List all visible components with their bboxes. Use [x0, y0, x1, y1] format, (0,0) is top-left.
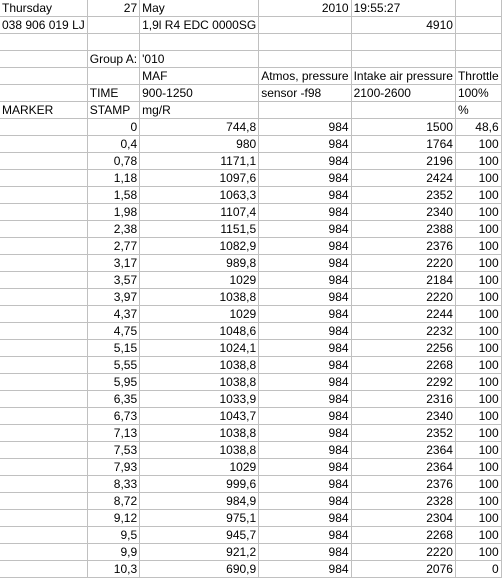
header-row	[0, 102, 501, 119]
cell[interactable]: 1029	[140, 459, 259, 476]
cell[interactable]: 984	[259, 221, 351, 238]
cell[interactable]: 1048,6	[140, 323, 259, 340]
header-row	[0, 85, 501, 102]
cell[interactable]	[0, 51, 87, 68]
data-row	[0, 306, 501, 323]
header-row	[0, 0, 501, 17]
data-row	[0, 442, 501, 459]
cell[interactable]: 0,4	[87, 136, 139, 153]
cell[interactable]	[0, 493, 87, 510]
cell[interactable]	[455, 17, 501, 34]
cell[interactable]: 1038,8	[140, 442, 259, 459]
data-row	[0, 476, 501, 493]
cell[interactable]: Thursday	[0, 0, 87, 17]
data-row	[0, 493, 501, 510]
cell[interactable]: MAF	[140, 68, 259, 85]
cell[interactable]	[140, 34, 259, 51]
cell[interactable]: 100	[455, 136, 501, 153]
cell[interactable]: 100	[455, 493, 501, 510]
cell[interactable]: 1043,7	[140, 408, 259, 425]
cell[interactable]: 3,17	[87, 255, 139, 272]
cell[interactable]: Atmos, pressure	[259, 68, 351, 85]
cell[interactable]: 2268	[351, 357, 455, 374]
cell[interactable]	[0, 221, 87, 238]
cell[interactable]	[0, 187, 87, 204]
cell[interactable]: 038 906 019 LJ	[0, 17, 87, 34]
cell[interactable]	[455, 0, 501, 17]
data-row	[0, 289, 501, 306]
cell[interactable]: 2292	[351, 374, 455, 391]
cell[interactable]: 100	[455, 374, 501, 391]
cell[interactable]: 4,37	[87, 306, 139, 323]
cell[interactable]: 100	[455, 527, 501, 544]
cell[interactable]	[455, 51, 501, 68]
cell[interactable]	[0, 459, 87, 476]
cell[interactable]: 984	[259, 119, 351, 136]
cell[interactable]: 1038,8	[140, 357, 259, 374]
cell[interactable]: 984	[259, 204, 351, 221]
cell[interactable]: 100	[455, 255, 501, 272]
cell[interactable]: 1033,9	[140, 391, 259, 408]
cell[interactable]: 100	[455, 153, 501, 170]
cell[interactable]: 100	[455, 442, 501, 459]
cell[interactable]: 984	[259, 561, 351, 578]
cell[interactable]	[0, 510, 87, 527]
cell[interactable]: 2328	[351, 493, 455, 510]
cell[interactable]	[0, 527, 87, 544]
cell[interactable]: 100	[455, 204, 501, 221]
cell[interactable]: 984	[259, 357, 351, 374]
cell[interactable]: 100	[455, 306, 501, 323]
cell[interactable]: 2220	[351, 544, 455, 561]
cell[interactable]	[0, 85, 87, 102]
cell[interactable]: 2,77	[87, 238, 139, 255]
cell[interactable]: 100	[455, 391, 501, 408]
cell[interactable]: 27	[87, 0, 139, 17]
cell[interactable]	[0, 272, 87, 289]
cell[interactable]: 2352	[351, 187, 455, 204]
cell[interactable]: 984	[259, 408, 351, 425]
cell[interactable]: 100%	[455, 85, 501, 102]
cell[interactable]: 2364	[351, 442, 455, 459]
cell[interactable]: 1097,6	[140, 170, 259, 187]
cell[interactable]: 989,8	[140, 255, 259, 272]
cell[interactable]	[351, 34, 455, 51]
data-row	[0, 544, 501, 561]
cell[interactable]	[0, 289, 87, 306]
cell[interactable]: 2256	[351, 340, 455, 357]
cell[interactable]: 0	[455, 561, 501, 578]
cell[interactable]: 900-1250	[140, 85, 259, 102]
cell[interactable]	[0, 204, 87, 221]
data-row	[0, 527, 501, 544]
cell[interactable]: 2388	[351, 221, 455, 238]
cell[interactable]: 984	[259, 238, 351, 255]
cell[interactable]: 2424	[351, 170, 455, 187]
cell[interactable]: 999,6	[140, 476, 259, 493]
cell[interactable]: TIME	[87, 85, 139, 102]
data-row	[0, 204, 501, 221]
header-row	[0, 34, 501, 51]
cell[interactable]: 984	[259, 323, 351, 340]
cell[interactable]: 2184	[351, 272, 455, 289]
cell[interactable]: 2340	[351, 408, 455, 425]
data-row	[0, 153, 501, 170]
cell[interactable]	[0, 68, 87, 85]
cell[interactable]: 100	[455, 272, 501, 289]
cell[interactable]: 7,13	[87, 425, 139, 442]
cell[interactable]: 1,98	[87, 204, 139, 221]
data-row	[0, 391, 501, 408]
cell[interactable]: 984	[259, 340, 351, 357]
cell[interactable]	[259, 51, 351, 68]
cell[interactable]: 100	[455, 510, 501, 527]
cell[interactable]: '010	[140, 51, 259, 68]
cell[interactable]: 2376	[351, 238, 455, 255]
cell[interactable]: 7,93	[87, 459, 139, 476]
data-row	[0, 408, 501, 425]
cell[interactable]: 2244	[351, 306, 455, 323]
cell[interactable]: 5,15	[87, 340, 139, 357]
cell[interactable]: 1500	[351, 119, 455, 136]
cell[interactable]	[87, 34, 139, 51]
cell[interactable]	[0, 153, 87, 170]
cell[interactable]: Group A:	[87, 51, 139, 68]
cell[interactable]: 2304	[351, 510, 455, 527]
cell[interactable]: 1038,8	[140, 374, 259, 391]
cell[interactable]: MARKER	[0, 102, 87, 119]
cell[interactable]: Throttle	[455, 68, 501, 85]
cell[interactable]: 100	[455, 408, 501, 425]
cell[interactable]: 100	[455, 425, 501, 442]
cell[interactable]: 6,73	[87, 408, 139, 425]
cell[interactable]: 2340	[351, 204, 455, 221]
cell[interactable]	[0, 136, 87, 153]
cell[interactable]: %	[455, 102, 501, 119]
cell[interactable]: 4910	[351, 17, 455, 34]
cell[interactable]: 984	[259, 153, 351, 170]
cell[interactable]: 984	[259, 442, 351, 459]
cell[interactable]: 744,8	[140, 119, 259, 136]
data-row	[0, 425, 501, 442]
data-row	[0, 170, 501, 187]
cell[interactable]: 5,95	[87, 374, 139, 391]
cell[interactable]: 2010	[259, 0, 351, 17]
cell[interactable]: 100	[455, 238, 501, 255]
cell[interactable]: 100	[455, 221, 501, 238]
cell[interactable]: 1151,5	[140, 221, 259, 238]
cell[interactable]: 2100-2600	[351, 85, 455, 102]
cell[interactable]: 975,1	[140, 510, 259, 527]
cell[interactable]: 2364	[351, 459, 455, 476]
data-row	[0, 374, 501, 391]
data-row	[0, 459, 501, 476]
cell[interactable]: 984	[259, 493, 351, 510]
cell[interactable]: 100	[455, 187, 501, 204]
cell[interactable]	[0, 170, 87, 187]
cell[interactable]: 984	[259, 374, 351, 391]
cell[interactable]: 1038,8	[140, 289, 259, 306]
cell[interactable]	[0, 238, 87, 255]
cell[interactable]: 48,6	[455, 119, 501, 136]
cell[interactable]	[0, 476, 87, 493]
cell[interactable]	[351, 51, 455, 68]
data-row	[0, 340, 501, 357]
cell[interactable]: 984	[259, 425, 351, 442]
cell[interactable]: 2268	[351, 527, 455, 544]
cell[interactable]: 980	[140, 136, 259, 153]
cell[interactable]: 2196	[351, 153, 455, 170]
cell[interactable]: 5,55	[87, 357, 139, 374]
cell[interactable]: 1171,1	[140, 153, 259, 170]
cell[interactable]: mg/R	[140, 102, 259, 119]
cell[interactable]: 984	[259, 544, 351, 561]
data-row	[0, 323, 501, 340]
cell[interactable]: 945,7	[140, 527, 259, 544]
cell[interactable]: 984	[259, 459, 351, 476]
cell[interactable]	[259, 17, 351, 34]
data-row	[0, 255, 501, 272]
cell[interactable]: 10,3	[87, 561, 139, 578]
cell[interactable]: 100	[455, 289, 501, 306]
cell[interactable]	[87, 68, 139, 85]
cell[interactable]: 984	[259, 510, 351, 527]
cell[interactable]: 1764	[351, 136, 455, 153]
cell[interactable]: 1024,1	[140, 340, 259, 357]
cell[interactable]: 984	[259, 272, 351, 289]
cell[interactable]	[0, 391, 87, 408]
cell[interactable]: 984	[259, 187, 351, 204]
cell[interactable]: 100	[455, 170, 501, 187]
data-row	[0, 357, 501, 374]
cell[interactable]	[0, 340, 87, 357]
cell[interactable]: 19:55:27	[351, 0, 455, 17]
cell[interactable]	[0, 544, 87, 561]
cell[interactable]: 690,9	[140, 561, 259, 578]
cell[interactable]: Intake air pressure	[351, 68, 455, 85]
cell[interactable]	[0, 442, 87, 459]
cell[interactable]: 1,58	[87, 187, 139, 204]
cell[interactable]	[87, 17, 139, 34]
cell[interactable]: 1,9l R4 EDC 0000SG	[140, 17, 259, 34]
cell[interactable]: 9,12	[87, 510, 139, 527]
cell[interactable]: 100	[455, 459, 501, 476]
data-row	[0, 119, 501, 136]
cell[interactable]: 9,9	[87, 544, 139, 561]
header-row	[0, 51, 501, 68]
cell[interactable]: 6,35	[87, 391, 139, 408]
cell[interactable]	[0, 119, 87, 136]
cell[interactable]: STAMP	[87, 102, 139, 119]
cell[interactable]: 2220	[351, 289, 455, 306]
cell[interactable]: 2,38	[87, 221, 139, 238]
cell[interactable]: 2352	[351, 425, 455, 442]
cell[interactable]: 984,9	[140, 493, 259, 510]
cell[interactable]: 2220	[351, 255, 455, 272]
cell[interactable]	[0, 561, 87, 578]
cell[interactable]: 0	[87, 119, 139, 136]
data-row	[0, 221, 501, 238]
cell[interactable]: 9,5	[87, 527, 139, 544]
cell[interactable]: 100	[455, 340, 501, 357]
cell[interactable]: 3,97	[87, 289, 139, 306]
cell[interactable]: 1,18	[87, 170, 139, 187]
cell[interactable]: 2076	[351, 561, 455, 578]
header-row	[0, 17, 501, 34]
cell[interactable]	[351, 102, 455, 119]
cell[interactable]: 984	[259, 306, 351, 323]
data-row	[0, 272, 501, 289]
cell[interactable]: 100	[455, 357, 501, 374]
cell[interactable]: 0,78	[87, 153, 139, 170]
cell[interactable]: 984	[259, 391, 351, 408]
cell[interactable]: sensor -f98	[259, 85, 351, 102]
data-row	[0, 136, 501, 153]
cell[interactable]: 984	[259, 476, 351, 493]
data-row	[0, 187, 501, 204]
cell[interactable]: 2232	[351, 323, 455, 340]
cell[interactable]	[0, 357, 87, 374]
data-row	[0, 510, 501, 527]
cell[interactable]: 4,75	[87, 323, 139, 340]
cell[interactable]	[0, 323, 87, 340]
cell[interactable]: 984	[259, 255, 351, 272]
cell[interactable]: 1029	[140, 306, 259, 323]
cell[interactable]: 8,72	[87, 493, 139, 510]
cell[interactable]: 2316	[351, 391, 455, 408]
data-row	[0, 561, 501, 578]
cell[interactable]: 984	[259, 527, 351, 544]
cell[interactable]: 1107,4	[140, 204, 259, 221]
cell[interactable]	[0, 255, 87, 272]
cell[interactable]: 2376	[351, 476, 455, 493]
header-row	[0, 68, 501, 85]
cell[interactable]	[0, 408, 87, 425]
cell[interactable]: 984	[259, 170, 351, 187]
cell[interactable]: 1038,8	[140, 425, 259, 442]
cell[interactable]: 984	[259, 136, 351, 153]
cell[interactable]: 984	[259, 289, 351, 306]
cell[interactable]: 7,53	[87, 442, 139, 459]
cell[interactable]: 3,57	[87, 272, 139, 289]
cell[interactable]	[0, 34, 87, 51]
cell[interactable]	[0, 306, 87, 323]
cell[interactable]	[259, 34, 351, 51]
data-row	[0, 238, 501, 255]
cell[interactable]: 100	[455, 476, 501, 493]
cell[interactable]: 1082,9	[140, 238, 259, 255]
cell[interactable]: 100	[455, 544, 501, 561]
cell[interactable]	[455, 34, 501, 51]
cell[interactable]	[0, 425, 87, 442]
cell[interactable]	[0, 374, 87, 391]
cell[interactable]: 1063,3	[140, 187, 259, 204]
cell[interactable]: 100	[455, 323, 501, 340]
cell[interactable]: 921,2	[140, 544, 259, 561]
cell[interactable]: May	[140, 0, 259, 17]
cell[interactable]: 8,33	[87, 476, 139, 493]
cell[interactable]: 1029	[140, 272, 259, 289]
cell[interactable]	[259, 102, 351, 119]
